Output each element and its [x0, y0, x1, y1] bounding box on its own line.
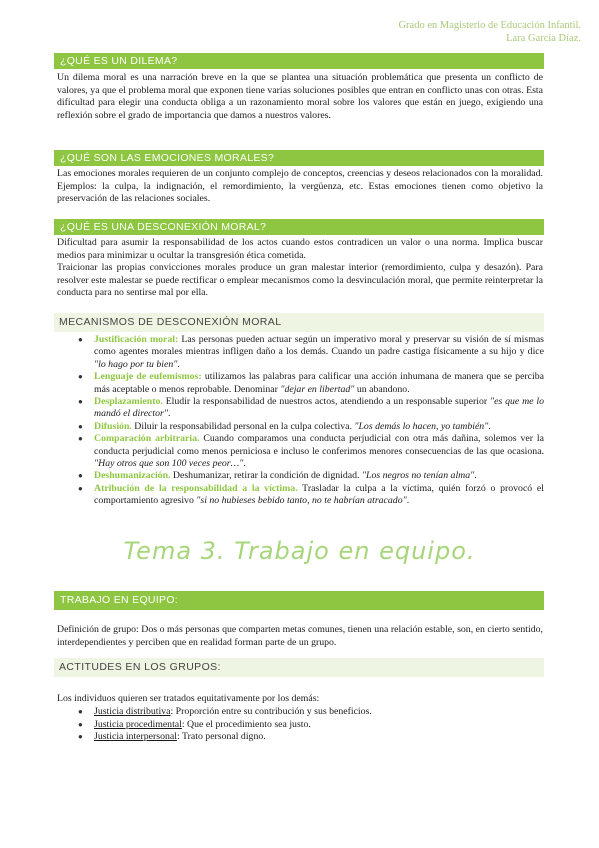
bullet-icon: ●: [78, 335, 83, 344]
paragraph-text-2: Traicionar las propias convicciones morales produce un gran malestar interior (remordimiento, culpa y desazón). Para resolver este malestar se puede rectificar o emplear mecanismos como la desvinculación moral, que permite reinterpretar la conducta para no sentirse mal por ella.: [57, 262, 543, 299]
bullet-icon: ●: [78, 732, 83, 742]
mecanismos-list: [78, 334, 544, 508]
paragraph-emociones: [57, 168, 543, 206]
paragraph-definicion-grupo: [57, 624, 543, 649]
bullet-icon: ●: [78, 719, 83, 729]
list-item: ● Lenguaje de eufemismos: utilizamos las palabras para calificar una acción inhumana de manera que se perciba más aceptable o menos reprobable. Denominar "dejar en libertad" un abandono.: [78, 371, 544, 395]
list-item: ● Difusión. Diluir la responsabilidad personal en la culpa colectiva. "Los demás lo hacen, yo también".: [78, 420, 491, 432]
section-heading-dilema: ¿QUÉ ES UN DILEMA?: [54, 53, 544, 69]
list-item: ● Comparación arbitraria. Cuando comparamos una conducta perjudicial con otra más dañina, solemos ver la conducta perjudicial como menos perniciosa e incluso le conferimos menores consecuencias de las que ocasiona. "Hay otros que son 100 veces peor…".: [78, 433, 544, 470]
list-item: ● Justicia distributiva: Proporción entre su contribución y sus beneficios.: [78, 706, 372, 717]
paragraph-text: Los individuos quieren ser tratados equitativamente por los demás:: [57, 693, 320, 704]
bullet-icon: ●: [78, 372, 83, 382]
document-header: [398, 20, 581, 45]
paragraph-text-1: Dificultad para asumir la responsabilidad de los actos cuando estos contradicen un valor o una norma. Implica buscar medios para minimizar u ocultar la transgresión ética cometida.: [57, 237, 543, 261]
subheading-mecanismos: MECANISMOS DE DESCONEXIÓN MORAL: [54, 313, 544, 332]
paragraph-text: Un dilema moral es una narración breve en la que se plantea una situación problemática que presenta un conflicto de valores, ya que el problema moral que exponen tiene varias soluciones posibles que entran en conflicto unas con otras. Esta dificultad para elegir una conducta obliga a un razonamiento moral sobre los valores que están en juego, exigiendo una reflexión sobre el grado de importancia que damos a nuestros valores.: [57, 72, 543, 121]
header-course: Grado en Magisterio de Educación Infantil.: [398, 20, 581, 31]
subheading-actitudes: ACTITUDES EN LOS GRUPOS:: [54, 658, 544, 677]
list-item: ● Desplazamiento. Eludir la responsabilidad de nuestros actos, atendiendo a un responsable superior "es que me lo mandó el director".: [78, 396, 544, 420]
paragraph-actitudes-intro: [57, 693, 543, 706]
list-item: ● Justicia interpersonal: Trato personal digno.: [78, 731, 266, 743]
bullet-icon: ●: [78, 397, 83, 407]
paragraph-dilema: [57, 72, 543, 122]
list-item: ● Deshumanización. Deshumanizar, retirar la condición de dignidad. "Los negros no tenían alma".: [78, 470, 477, 482]
bullet-icon: ●: [78, 434, 83, 444]
bullet-icon: ●: [78, 471, 83, 481]
section-heading-desconexion: ¿QUÉ ES UNA DESCONEXIÓN MORAL?: [54, 219, 544, 235]
list-item: ● Justificación moral: Las personas pueden actuar según un imperativo moral y preservar su visión de sí mismas como agentes morales mientras infligen daño a los demás. Cuando un padre castiga físicamente a su hijo y dice "lo hago por tu bien".: [78, 334, 544, 370]
bullet-icon: ●: [78, 483, 83, 493]
bullet-icon: ●: [78, 707, 83, 716]
section-heading-trabajo-equipo: TRABAJO EN EQUIPO:: [54, 591, 544, 610]
tema-title: Tema 3. Trabajo en equipo.: [123, 537, 476, 565]
list-item: ● Justicia procedimental: Que el procedimiento sea justo.: [78, 718, 311, 730]
section-heading-emociones: ¿QUÉ SON LAS EMOCIONES MORALES?: [54, 150, 544, 166]
paragraph-desconexion: [57, 237, 543, 300]
paragraph-text: Las emociones morales requieren de un conjunto complejo de conceptos, creencias y deseos relacionados con la moralidad. Ejemplos: la culpa, la indignación, el remordimiento, la vergüenza, etc. Estas emociones tienen como objetivo la preservación de las relaciones sociales.: [57, 168, 543, 205]
justicia-list: [78, 706, 544, 744]
list-item: ● Atribución de la responsabilidad a la víctima. Trasladar la culpa a la víctima, quién forzó o provocó el comportamiento agresivo "si no hubieses bebido tanto, no te habrían atracado".: [78, 482, 544, 507]
paragraph-text: Definición de grupo: Dos o más personas que comparten metas comunes, tienen una relación estable, son, en cierto sentido, interdependientes y perciben que en realidad forman parte de un grupo.: [57, 624, 543, 648]
header-author: Lara García Díaz.: [506, 32, 581, 44]
bullet-icon: ●: [78, 421, 83, 431]
